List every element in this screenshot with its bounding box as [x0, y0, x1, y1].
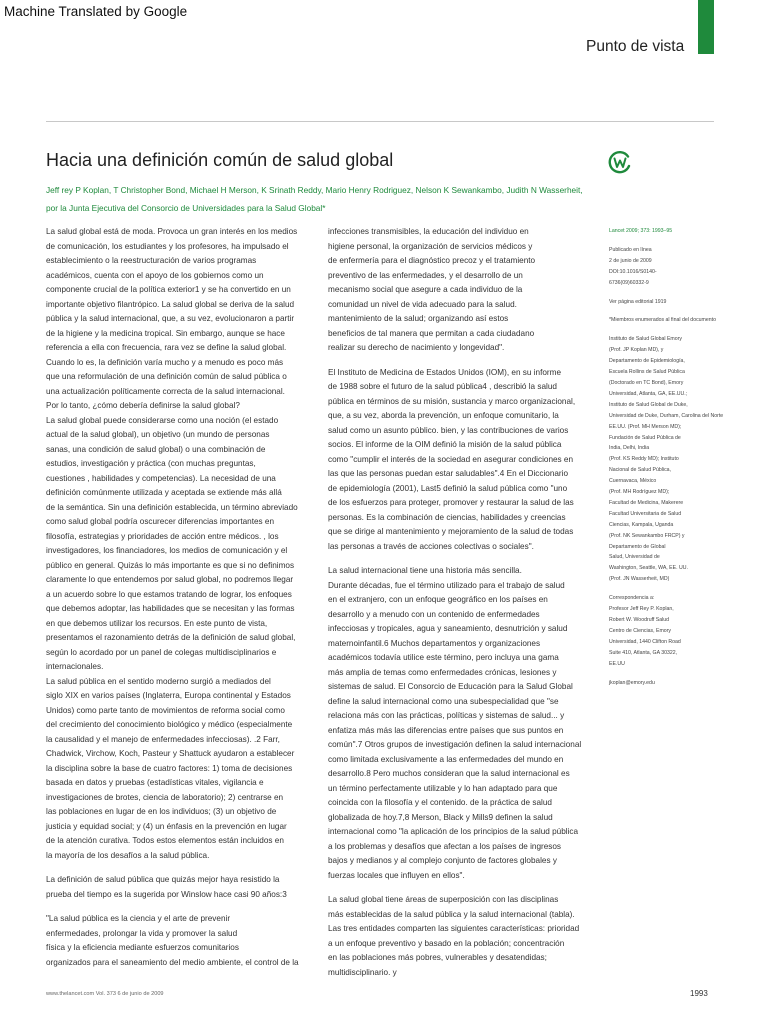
body-text-line: personas. Es la combinación de ciencias, habilidades y creencias [328, 512, 566, 522]
body-text-line: salud como un asunto público. bien, y las contribuciones de varios [328, 425, 569, 435]
body-text-line: de los esfuerzos para proteger, promover y restaurar la salud de las [328, 498, 574, 507]
body-text-line: enfermedades, prolongar la vida y promover la salud [46, 928, 238, 938]
body-text-line: preventivo de las enfermedades, y el desarrollo de un [328, 270, 523, 280]
body-text-line: de la semántica. Sin una definición establecida, un término abreviado [46, 502, 298, 512]
body-text-line: Unidos) como parte tanto de movimientos de reforma social como [46, 705, 285, 715]
author-list [46, 181, 586, 217]
body-text-line: referencia a ella con frecuencia, rara vez se define la salud global. [46, 343, 287, 352]
lancet-logo-icon [608, 150, 632, 174]
body-text-line: de epidemiología (2001), Last5 definió la salud pública como "uno [328, 483, 568, 493]
body-text-line: en que debemos utilizar los recursos. En este punto de vista, [46, 618, 268, 628]
body-text-line: a los problemas y desafíos que afectan a los países de ingresos [328, 841, 562, 851]
sidebar-line: Departamento de Epidemiología, [609, 358, 685, 365]
sidebar-line: EE.UU [609, 660, 625, 667]
body-text-line: siglo XIX en varios países (Inglaterra, Europa continental y Estados [46, 691, 291, 700]
body-text-line: actual de la salud global), un objetivo (un mundo de personas [46, 430, 270, 439]
body-text-line: cuestiones , habilidades y competencias). La necesidad de una [46, 473, 276, 483]
body-text-line: claramente lo que entendemos por salud global, no podremos llegar [46, 575, 294, 584]
body-text-line: organizados para el saneamiento del medio ambiente, el control de la [46, 957, 299, 967]
sidebar-line: Facultad de Medicina, Makerere [609, 499, 684, 506]
body-text-line: a un acuerdo sobre lo que estamos tratando de lograr, los enfoques [46, 589, 292, 599]
body-text-line: infecciones transmisibles, la educación del individuo en [328, 227, 529, 236]
body-text-line: más establecidas de la salud pública y la salud internacional (tabla). [328, 909, 575, 919]
body-text-line: la causalidad y el manejo de enfermedades infecciosas). .2 Farr, [46, 734, 280, 744]
body-text-line: relaciona más con las prácticas, políticas y sistemas de salud... y [328, 711, 565, 720]
body-text-line: fuerzas locales que influyen en ellos". [328, 870, 465, 880]
body-text-line: importante objetivo filantrópico. La salud global se deriva de la salud [46, 299, 295, 309]
body-text-line: pública y la salud internacional, que, a su vez, evolucionaron a partir [46, 314, 295, 323]
paragraph-gap [328, 554, 601, 564]
sidebar-line: Universidad, Atlanta, GA, EE.UU.; [609, 390, 688, 397]
body-text-line: a un enfoque preventivo y basado en la población; concentración [328, 938, 565, 948]
body-text-line: público en general. Quizás lo más importante es que si no definimos [46, 560, 295, 570]
body-text-line: física y la eficiencia mediante esfuerzos comunitarios [46, 943, 239, 952]
body-text-line: estudios, investigación y práctica (con muchas preguntas, [46, 459, 256, 468]
body-text-line: define la salud internacional como una subespecialidad que "se [328, 696, 559, 706]
body-text-line: en las poblaciones más pobres, vulnerables y desatendidas; [328, 953, 547, 962]
sidebar-line: Centro de Ciencias, Emory [609, 627, 671, 634]
body-text-line: sanas, una condición de salud global) o una combinación de [46, 444, 266, 454]
author-line: Jeff rey P Koplan, T Christopher Bond, Michael H Merson, K Srinath Reddy, Mario Henry Rodriguez, Nelson K Sewankambo, Judith N Wasserheit, [46, 185, 583, 195]
body-text-line: investigaciones de brotes, ciencia de laboratorio); 2) centrarse en [46, 792, 284, 802]
body-text-line: multidisciplinario. y [328, 967, 397, 977]
body-text-line: higiene personal, la organización de servicios médicos y [328, 241, 533, 251]
body-text-line: La salud global puede considerarse como una noción (el estado [46, 415, 279, 425]
body-text-line: desarrollo y a menudo con un contenido de enfermedades [328, 609, 540, 619]
body-text-line: comunidad un nivel de vida adecuado para la salud. [328, 299, 517, 309]
machine-translated-banner: Machine Translated by Google [4, 4, 188, 19]
sidebar-gap [609, 307, 721, 315]
body-text-line: "La salud pública es la ciencia y el arte de prevenir [46, 914, 231, 923]
sidebar-line: (Doctorado en TC Bond), Emory [609, 379, 684, 386]
body-text-line: establecimiento o la reestructuración de varios programas [46, 256, 257, 265]
body-text-line: La salud pública en el sentido moderno surgió a mediados del [46, 676, 271, 686]
body-text-line: académicos todavía utilice este término, pero incluya una gama [328, 653, 559, 662]
body-text-line: basada en datos y pruebas (estadísticas vitales, vigilancia e [46, 778, 264, 787]
body-text-line: un término perfectamente utilizable y lo han adaptado para que [328, 783, 558, 793]
body-text-line: socios. El informe de la OIM definió la misión de la salud pública [328, 440, 562, 449]
sidebar-line: Correspondencia a: [609, 595, 655, 602]
body-text-line: Por lo tanto, ¿cómo debería definirse la salud global? [46, 401, 240, 410]
body-text-line: que se dirige al mantenimiento y mejoramiento de la salud de todas [328, 527, 574, 536]
body-text-line: componente crucial de la política exterior1 y se ha convertido en un [46, 285, 291, 294]
body-text-line: definición comúnmente utilizada y aceptada se extiende más allá [46, 488, 282, 497]
sidebar-line: Fundación de Salud Pública de [609, 434, 681, 441]
sidebar-gap [609, 237, 721, 245]
body-column-2 [328, 225, 601, 980]
body-text-line: globalizada de hoy.7,8 Merson, Black y Mills9 definen la salud [328, 812, 553, 822]
body-text-line: La salud global tiene áreas de superposición con las disciplinas [328, 895, 559, 904]
sidebar-line: (Prof. JN Wasserheit, MD) [609, 576, 670, 583]
body-text-line: justicia y equidad social; y (4) un énfasis en la prevención en lugar [46, 821, 287, 831]
body-text-line: La definición de salud pública que quizás mejor haya resistido la [46, 875, 280, 884]
body-text-line: mecanismo social que asegure a cada individuo de la [328, 285, 523, 294]
paragraph-gap [328, 883, 601, 893]
sidebar-line: DOI:10.1016/S0140- [609, 268, 657, 275]
body-text-line: mantenimiento de la salud; organizando así estos [328, 314, 509, 323]
paragraph-gap [46, 902, 333, 912]
body-text-line: según lo acordado por un panel de colegas multidisciplinarios e [46, 647, 277, 657]
sidebar-line: Instituto de Salud Global de Duke, [609, 401, 688, 408]
body-text-line: académicos, cuenta con el apoyo de los gobiernos como un [46, 270, 264, 280]
sidebar-line: Facultad Universitaria de Salud [609, 510, 682, 517]
body-text-line: sistemas de salud. El Consorcio de Educación para la Salud Global [328, 682, 573, 691]
sidebar-gap [609, 585, 721, 593]
sidebar-line: India, Delhi, India [609, 445, 650, 452]
body-text-line: Durante décadas, fue el término utilizado para el trabajo de salud [328, 580, 565, 590]
body-text-line: Chadwick, Virchow, Koch, Pasteur y Shattuck ayudaron a establecer [46, 749, 295, 758]
body-text-line: El Instituto de Medicina de Estados Unidos (IOM), en su informe [328, 367, 561, 377]
body-text-line: coincida con la filosofía y el contenido. de la práctica de salud [328, 798, 552, 807]
body-text-line: que una reformulación de una definición común de salud pública o [46, 372, 287, 381]
sidebar-line: Washington, Seattle, WA, EE. UU. [609, 565, 688, 572]
sidebar-line: *Miembros enumerados al final del documento [609, 317, 716, 324]
body-text-line: más amplia de temas como enfermedades crónicas, lesiones y [328, 667, 557, 677]
sidebar-line: Ciencias, Kampala, Uganda [609, 521, 674, 528]
body-text-line: las personas a través de acciones colectivas o sociales". [328, 541, 534, 551]
body-text-line: realizar su derecho de nacimiento y longevidad". [328, 343, 505, 352]
sidebar-line: (Prof. JP Koplan MD), y [609, 347, 664, 354]
sidebar-line: Universidad, 1440 Clifton Road [609, 638, 681, 645]
paragraph-gap [328, 356, 601, 366]
body-text-line: La salud internacional tiene una historia más sencilla. [328, 566, 522, 575]
body-text-line: como salud global podría oscurecer diferencias importantes en [46, 517, 275, 526]
header-rule [46, 121, 714, 122]
sidebar-line: Publicado en línea [609, 246, 652, 253]
body-column-1 [46, 225, 333, 970]
article-sidebar [609, 226, 724, 688]
paragraph-gap [46, 863, 333, 873]
body-text-line: investigadores, los financiadores, los medios de comunicación y el [46, 546, 288, 555]
body-text-line: enfatiza más más las diferencias entre países que sus puntos en [328, 725, 564, 735]
body-text-line: internacional como "la aplicación de los principios de la salud pública [328, 827, 579, 836]
sidebar-line: Ver página editorial 1919 [609, 298, 667, 305]
sidebar-line: Instituto de Salud Global Emory [609, 336, 682, 343]
body-text-line: común".7 Otros grupos de investigación definen la salud internacional [328, 740, 582, 749]
sidebar-line: Salud, Universidad de [609, 554, 660, 561]
body-text-line: la mayoría de los desafíos a la salud pública. [46, 850, 210, 860]
body-text-line: internacionales. [46, 662, 104, 671]
body-text-line: en el extranjero, con un enfoque geográfico en los países en [328, 595, 548, 604]
sidebar-line: Profesor Jeff Rey P. Koplan, [609, 606, 674, 613]
body-text-line: las que las personas puedan estar saludables".4 En el Diccionario [328, 469, 569, 478]
sidebar-line: 6736(09)60332-9 [609, 279, 649, 286]
sidebar-line: Departamento de Global [609, 543, 666, 550]
body-text-line: Cuando lo es, la definición varía mucho y a menudo es poco más [46, 357, 284, 367]
sidebar-line: Nacional de Salud Pública, [609, 467, 672, 474]
sidebar-line: Suite 410, Atlanta, GA 30322, [609, 649, 678, 656]
sidebar-line: EE.UU. (Prof. MH Merson MD); [609, 423, 682, 430]
sidebar-line: (Prof. MH Rodríguez MD); [609, 489, 670, 496]
sidebar-line: Robert W. Woodruff Salud [609, 617, 670, 623]
body-text-line: una actualización políticamente correcta de la salud internacional. [46, 386, 285, 396]
body-text-line: la disciplina sobre la base de cuatro factores: 1) toma de decisiones [46, 763, 293, 773]
body-text-line: La salud global está de moda. Provoca un gran interés en los medios [46, 227, 298, 236]
author-line: por la Junta Ejecutiva del Consorcio de Universidades para la Salud Global* [46, 203, 326, 213]
sidebar-line: Universidad de Duke, Durham, Carolina del Norte [609, 412, 724, 419]
section-color-bar [698, 0, 714, 54]
sidebar-line: (Prof. KS Reddy MD); Instituto [609, 456, 679, 463]
section-label: Punto de vista [586, 38, 685, 55]
body-text-line: infecciosas y tropicales, agua y saneamiento, desnutrición y salud [328, 624, 568, 633]
body-text-line: presentamos el razonamiento detrás de la definición de salud global, [46, 633, 296, 642]
body-text-line: desarrollo.8 Pero muchos consideran que la salud internacional es [328, 769, 570, 778]
body-text-line: que debemos adoptar, las habilidades que se necesitan y las formas [46, 604, 295, 613]
body-text-line: Las tres entidades comparten las siguientes características: prioridad [328, 924, 580, 933]
body-text-line: beneficios de tal manera que permitan a cada ciudadano [328, 328, 535, 338]
sidebar-gap [609, 326, 721, 334]
article-title: Hacia una definición común de salud global [46, 150, 394, 170]
body-text-line: prueba del tiempo es la sugerida por Winslow hace casi 90 años:3 [46, 889, 287, 899]
body-text-line: como limitada exclusivamente a las enfermedades del mundo en [328, 754, 564, 764]
body-text-line: filosofía, estrategias y prioridades de acción entre médicos. , los [46, 531, 279, 541]
body-text-line: de 1988 sobre el futuro de la salud pública4 , describió la salud [328, 382, 557, 391]
body-text-line: de la atención curativa. Todos estos elementos están incluidos en [46, 836, 284, 845]
footer-journal-info: www.thelancet.com Vol. 373 6 de junio de 2009 [46, 991, 164, 997]
sidebar-line: Lancet 2009; 373: 1993–95 [609, 228, 673, 234]
body-text-line: de enfermería para el diagnóstico precoz y el tratamiento [328, 256, 536, 265]
body-text-line: bajos y medianos y al complejo conjunto de factores globales y [328, 856, 557, 865]
body-text-line: las poblaciones en lugar de en los individuos; (3) un objetivo de [46, 807, 277, 816]
body-text-line: pública en términos de su misión, sustancia y marco organizacional, [328, 396, 576, 406]
body-text-line: que, a su vez, aborda la prevención, un enfoque comunitario, la [328, 411, 559, 420]
page-number: 1993 [690, 989, 708, 998]
sidebar-gap [609, 670, 721, 678]
sidebar-line: Cuernavaca, México [609, 478, 657, 485]
body-text-line: del crecimiento del conocimiento biológico y médico (especialmente [46, 720, 293, 729]
body-text-line: como "cumplir el interés de la sociedad en asegurar condiciones en [328, 454, 574, 464]
sidebar-line: Escuela Rollins de Salud Pública [609, 369, 685, 376]
sidebar-line: (Prof. NK Sewankambo FRCP) y [609, 532, 685, 539]
body-text-line: maternoinfantil.6 Muchos departamentos y organizaciones [328, 638, 541, 648]
sidebar-line: 2 de junio de 2009 [609, 257, 652, 264]
body-text-line: de comunicación, los estudiantes y los profesores, ha impulsado el [46, 241, 289, 251]
sidebar-line: jkoplan@emory.edu [609, 679, 655, 686]
body-text-line: de la higiene y la medicina tropical. Sin embargo, aunque se hace [46, 328, 285, 338]
sidebar-gap [609, 289, 721, 297]
